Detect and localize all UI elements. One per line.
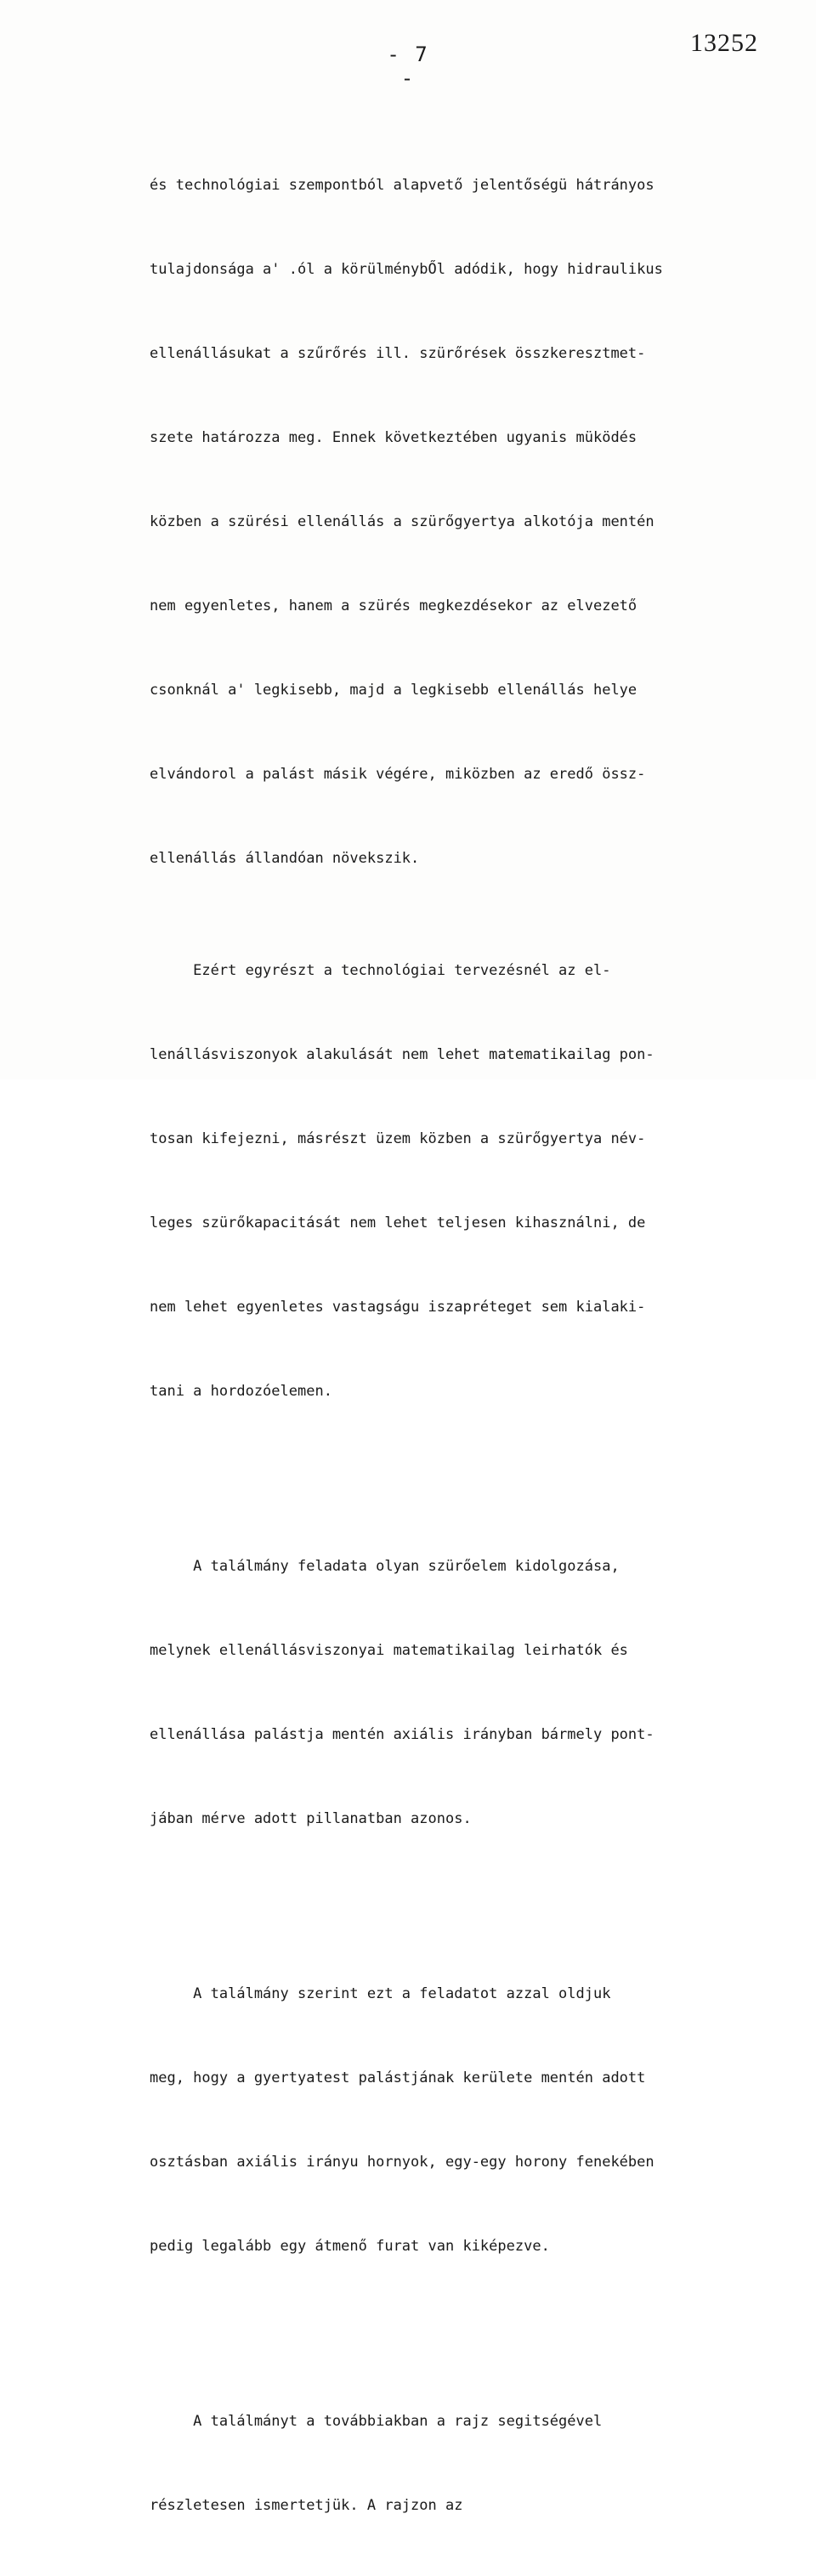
text-line: meg, hogy a gyertyatest palástjának kerülete mentén adott — [150, 2069, 646, 2086]
text-line: A találmány feladata olyan szürőelem kidolgozása, — [150, 1558, 620, 1575]
text-line: ellenállás állandóan növekszik. — [150, 850, 420, 867]
text-line: és technológiai szempontból alapvető jelentőségü hátrányos — [150, 177, 654, 194]
text-line: közben a szürési ellenállás a szürőgyertya alkotója mentén — [150, 513, 654, 530]
text-line: elvándorol a palást másik végére, miközben az eredő össz- — [150, 766, 646, 783]
text-line: csonknál a' legkisebb, majd a legkisebb ellenállás helye — [150, 682, 638, 699]
text-line: pedig legalább egy átmenő furat van kiképezve. — [150, 2238, 550, 2255]
text-line: Ezért egyrészt a technológiai tervezésnél az el- — [150, 962, 611, 979]
text-line: tani a hordozóelemen. — [150, 1383, 332, 1400]
text-line: ellenállása palástja mentén axiális irányban bármely pont- — [150, 1726, 654, 1743]
text-line: ellenállásukat a szűrőrés ill. szürőrések összkeresztmet- — [150, 345, 646, 362]
text-line: leges szürőkapacitását nem lehet teljesen kihasználni, de — [150, 1214, 646, 1231]
text-line: tosan kifejezni, másrészt üzem közben a szürőgyertya név- — [150, 1130, 646, 1147]
text-line: részletesen ismertetjük. A rajzon az — [150, 2497, 463, 2514]
text-line: A találmányt a továbbiakban a rajz segitségével — [150, 2413, 603, 2430]
text-line: melynek ellenállásviszonyai matematikailag leirhatók és — [150, 1642, 628, 1659]
text-line: nem lehet egyenletes vastagságu iszapréteget sem kialaki- — [150, 1299, 646, 1316]
text-line: nem egyenletes, hanem a szürés megkezdésekor az elvezető — [150, 597, 638, 614]
text-line: lenállásviszonyok alakulását nem lehet matematikailag pon- — [150, 1046, 654, 1063]
text-line: osztásban axiális irányu hornyok, egy-egy horony fenekében — [150, 2154, 654, 2171]
text-line: tulajdonsága a' .ól a körülménybŐl adódik, hogy hidraulikus — [150, 261, 663, 278]
text-line: A találmány szerint ezt a feladatot azzal oldjuk — [150, 1985, 611, 2002]
document-id: 13252 — [690, 29, 758, 57]
text-line: jában mérve adott pillanatban azonos. — [150, 1810, 472, 1827]
text-line: szete határozza meg. Ennek következtében ugyanis müködés — [150, 429, 638, 446]
body-text — [150, 88, 745, 2576]
page-number: - 7 - — [387, 42, 429, 90]
